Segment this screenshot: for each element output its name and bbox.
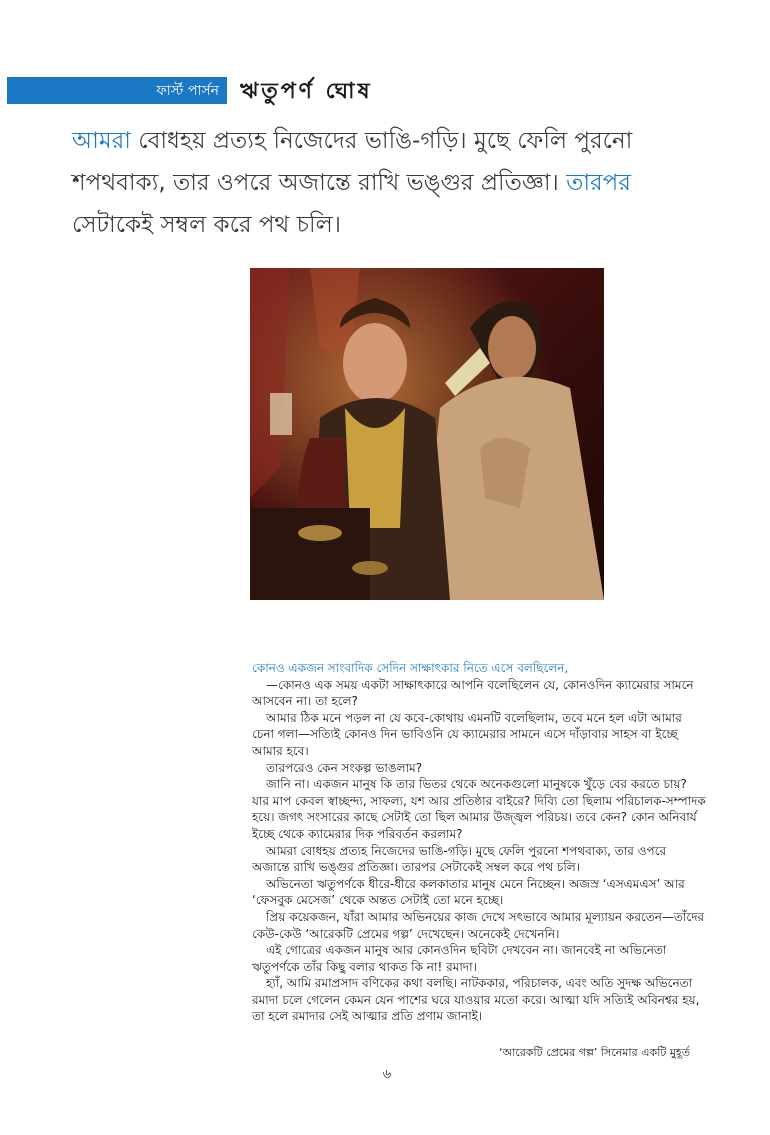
body-paragraph: প্রিয় কয়েকজন, যাঁরা আমার অভিনয়ের কাজ দেখে সৎভাবে আমার মূল্যায়ন করতেন—তাঁদের কেউ-কেউ ‘আরেকটি প্রেমের গল্প’ দেখেছেন। অনেকেই দেখেননি। <box>252 909 705 941</box>
intro-paragraph <box>72 120 712 246</box>
article-body <box>252 660 707 1025</box>
page-number: ৬ <box>382 1067 392 1082</box>
body-paragraph: আমার ঠিক মনে পড়ল না যে কবে-কোথায় এমনটি বলেছিলাম, তবে মনে হল এটা আমার চেনা গলা—সত্যিই কোনও দিন ভাবিওনি যে ক্যামেরার সামনে এসে দাঁড়াবার সাহস বা ইচ্ছে আমার হবে। <box>252 710 682 758</box>
photo-caption: ‘আরেকটি প্রেমের গল্প’ সিনেমার একটি মুহূর্ত <box>498 1046 690 1059</box>
author-name: ঋতুপর্ণ ঘোষ <box>240 79 373 104</box>
body-lead: কোনও একজন সাংবাদিক সেদিন সাক্ষাৎকার নিতে এসে বলছিলেন, <box>252 661 569 675</box>
body-paragraph: এই গোত্রের একজন মানুষ আর কোনওদিন ছবিটা দেখবেন না। জানবেই না অভিনেতা ঋতুপর্ণকে তাঁর কিছু বলার থাকত কি না! রমাদা। <box>252 943 667 974</box>
body-paragraph: —কোনও এক সময় একটা সাক্ষাৎকারে আপনি বলেছিলেন যে, কোনওদিন ক্যামেরার সামনে আসবেন না। তা হলে? <box>252 677 694 709</box>
body-paragraph: জানি না। একজন মানুষ কি তার ভিতর থেকে অনেকগুলো মানুষকে খুঁড়ে বের করতে চায়? যার মাপ কেবল স্বাচ্ছন্দ্য, সাফল্য, যশ আর প্রতিষ্ঠার বাইরে? দিব্যি তো ছিলাম পরিচালক-সম্পাদক হয়ে। জগৎ সংসারের কাছে সেটাই তো ছিল আমার উজ্জ্বল পরিচয়। তবে কেন? কোন অনিবার্য ইচ্ছে থেকে ক্যামেরার দিক পরিবর্তন করলাম? <box>252 777 706 841</box>
intro-text: বোধহয় প্রত্যহ নিজেদের ভাঙি-গড়ি। মুছে ফেলি পুরনো শপথবাক্য, তার ওপরে অজান্তে রাখি ভঙ্গুর প্রতিজ্ঞা। <box>72 128 633 196</box>
body-paragraph: তারপরেও কেন সংকল্প ভাঙলাম? <box>266 760 423 775</box>
film-still-photo <box>250 268 604 600</box>
intro-text-2: সেটাকেই সম্বল করে পথ চলি। <box>72 212 341 238</box>
intro-accent-word: আমরা <box>72 128 131 154</box>
intro-accent-word-2: তারপর <box>566 170 631 196</box>
body-paragraph: হ্যাঁ, আমি রমাপ্রসাদ বণিকের কথা বলছি। নাটককার, পরিচালক, এবং অতি সুদক্ষ অভিনেতা রমাদা চলে গেলেন কেমন যেন পাশের ঘরে যাওয়ার মতো করে। আত্মা যদি সত্যিই অবিনশ্বর হয়, তা হলে রমাদার সেই আত্মার প্রতি প্রণাম জানাই। <box>252 976 700 1024</box>
body-paragraph: আমরা বোধহয় প্রত্যহ নিজেদের ভাঙি-গড়ি। মুছে ফেলি পুরনো শপথবাক্য, তার ওপরে অজান্তে রাখি ভঙ্গুর প্রতিজ্ঞা। তারপর সেটাকেই সম্বল করে পথ চলি। <box>252 843 667 875</box>
body-paragraph: অভিনেতা ঋতুপর্ণকে ধীরে-ধীরে কলকাতার মানুষ মেনে নিচ্ছেন। অজস্র ‘এসএমএস’ আর ‘ফেসবুক মেসেজ’ থেকে অন্তত সেটাই তো মনে হচ্ছে। <box>252 876 685 908</box>
section-label: ফার্স্ট পার্সন <box>7 77 227 104</box>
